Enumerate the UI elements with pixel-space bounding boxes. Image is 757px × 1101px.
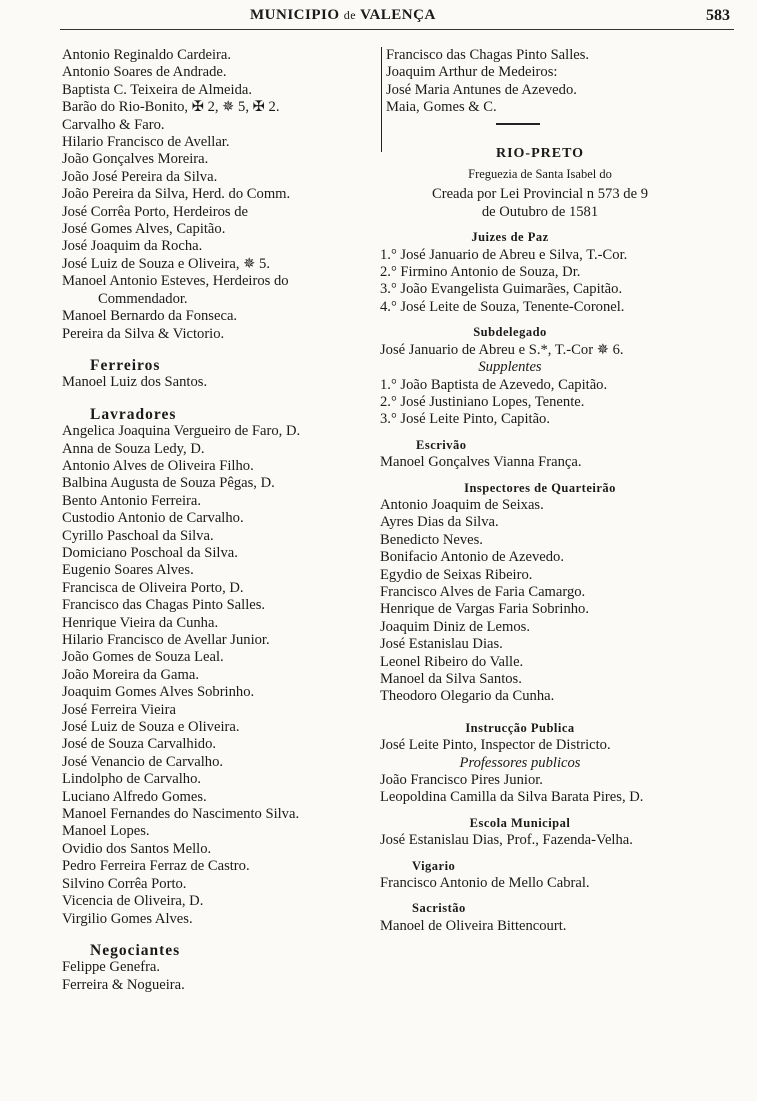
list-item: João José Pereira da Silva. [62, 168, 218, 185]
list-item: Joaquim Gomes Alves Sobrinho. [62, 684, 255, 701]
list-item: Eugenio Soares Alves. [62, 562, 194, 579]
list-item: Pedro Ferreira Ferraz de Castro. [62, 858, 250, 875]
list-item: João Pereira da Silva, Herd. do Comm. [62, 186, 291, 203]
list-item: Henrique Vieira da Cunha. [62, 614, 219, 631]
list-item: Francisca de Oliveira Porto, D. [62, 579, 244, 596]
section-heading-juizes: Juizes de Paz [471, 230, 549, 245]
list-item: Theodoro Olegario da Cunha. [380, 688, 555, 705]
list-item: Manoel Lopes. [62, 823, 150, 840]
running-title-a: MUNICIPIO [250, 7, 340, 23]
list-item: Leonel Ribeiro do Valle. [380, 653, 524, 670]
list-item: Antonio Joaquim de Seixas. [380, 496, 544, 513]
list-item: Virgilio Gomes Alves. [62, 910, 193, 927]
section-heading-escola: Escola Municipal [469, 815, 571, 830]
list-item: 3.° João Evangelista Guimarães, Capitão. [380, 281, 623, 298]
list-item: Henrique de Vargas Faria Sobrinho. [380, 601, 590, 618]
list-item: Lindolpho de Carvalho. [62, 771, 202, 788]
list-item: Antonio Reginaldo Cardeira. [62, 47, 232, 63]
list-item: José Gomes Alves, Capitão. [62, 221, 226, 238]
list-item: Carvalho & Faro. [62, 116, 165, 133]
section-heading-vigario: Vigario [412, 858, 456, 873]
place-title: RIO-PRETO [495, 145, 585, 161]
list-item: Silvino Corrêa Porto. [62, 875, 187, 892]
list-item: José Estanislau Dias, Prof., Fazenda-Velha. [380, 832, 633, 849]
list-item: João Francisco Pires Junior. [380, 772, 543, 789]
list-item: Francisco Alves de Faria Camargo. [380, 583, 586, 600]
list-item: Manoel da Silva Santos. [380, 671, 522, 687]
section-heading-ferreiros: Ferreiros [90, 356, 161, 374]
creada-line-2: de Outubro de 1581 [481, 203, 599, 220]
list-item: 1.° João Baptista de Azevedo, Capitão. [380, 376, 608, 393]
running-title [250, 7, 436, 24]
list-item: Anna de Souza Ledy, D. [62, 440, 205, 457]
list-item: Cyrillo Paschoal da Silva. [62, 527, 214, 544]
list-item: José Maria Antunes de Azevedo. [386, 81, 577, 98]
list-item: Bonifacio Antonio de Azevedo. [380, 549, 565, 566]
list-item: José Januario de Abreu e S.*, T.-Cor ✵ 6. [380, 341, 624, 358]
running-title-b: VALENÇA [360, 7, 436, 23]
section-heading-lavradores: Lavradores [90, 405, 177, 423]
list-item: João Gomes de Souza Leal. [62, 649, 224, 666]
list-item: 2.° Firmino Antonio de Souza, Dr. [380, 264, 581, 281]
list-item: 1.° José Januario de Abreu e Silva, T.-Cor. [380, 246, 628, 263]
list-item: Joaquim Diniz de Lemos. [380, 618, 530, 635]
list-item: Vicencia de Oliveira, D. [62, 893, 204, 910]
list-item: Leopoldina Camilla da Silva Barata Pires, D. [380, 789, 644, 806]
list-item: Barão do Rio-Bonito, ✠ 2, ✵ 5, ✠ 2. [62, 99, 280, 116]
list-item: Manoel Gonçalves Vianna França. [380, 454, 582, 471]
list-item: José Joaquim da Rocha. [62, 238, 203, 255]
header-rule [60, 29, 734, 30]
list-item: Felippe Genefra. [62, 959, 161, 976]
list-item: José de Souza Carvalhido. [62, 736, 217, 753]
section-heading-subdelegado: Subdelegado [473, 325, 547, 340]
list-item: José Luiz de Souza e Oliveira. [62, 719, 240, 736]
list-item: Manoel Luiz dos Santos. [62, 374, 208, 391]
list-item: Angelica Joaquina Vergueiro de Faro, D. [62, 423, 301, 440]
running-title-de: de [343, 8, 357, 22]
list-item: Manoel Fernandes do Nascimento Silva. [62, 806, 300, 823]
section-heading-professores: Professores publicos [459, 754, 581, 771]
list-item: Balbina Augusta de Souza Pêgas, D. [62, 475, 275, 492]
list-item: Ferreira & Nogueira. [62, 976, 185, 993]
right-top-list [380, 47, 700, 125]
list-item: José Luiz de Souza e Oliveira, ✵ 5. [62, 255, 270, 272]
list-item: Domiciano Poschoal da Silva. [62, 544, 238, 561]
creada-line-1: Creada por Lei Provincial n 573 de 9 [431, 186, 648, 203]
list-item: José Venancio de Carvalho. [62, 753, 224, 770]
lavradores-list [62, 423, 380, 928]
place-subtitle: Freguezia de Santa Isabel do [468, 167, 612, 182]
list-item: Pereira da Silva & Victorio. [62, 325, 225, 342]
list-item: Luciano Alfredo Gomes. [62, 788, 207, 805]
list-item: José Corrêa Porto, Herdeiros de [62, 203, 249, 220]
list-item: 2.° José Justiniano Lopes, Tenente. [380, 393, 585, 410]
section-heading-negociantes: Negociantes [90, 941, 181, 959]
list-item: Maia, Gomes & C. [386, 99, 497, 116]
list-item: Benedicto Neves. [380, 531, 483, 548]
section-heading-instruccao: Instrucção Publica [465, 720, 575, 735]
section-heading-sacristao: Sacristão [412, 901, 466, 916]
list-item: Hilario Francisco de Avellar. [62, 134, 230, 151]
list-item: Antonio Soares de Andrade. [62, 64, 227, 81]
list-item: José Ferreira Vieira [62, 701, 176, 718]
list-item: João Gonçalves Moreira. [62, 151, 209, 168]
section-heading-inspectores: Inspectores de Quarteirão [464, 480, 616, 495]
left-column [62, 47, 380, 994]
list-item: Joaquim Arthur de Medeiros: [386, 64, 558, 81]
left-top-list [62, 47, 380, 343]
list-item: Francisco das Chagas Pinto Salles. [386, 47, 590, 63]
page-header [0, 3, 757, 31]
list-item: Commendador. [98, 290, 188, 307]
list-item: Antonio Alves de Oliveira Filho. [62, 457, 254, 474]
section-heading-escrivao: Escrivão [416, 437, 467, 452]
list-item: 4.° José Leite de Souza, Tenente-Coronel. [380, 298, 625, 315]
list-item: Custodio Antonio de Carvalho. [62, 510, 244, 527]
list-item: Baptista C. Teixeira de Almeida. [62, 81, 253, 98]
list-item: Francisco Antonio de Mello Cabral. [380, 875, 590, 892]
list-item: Hilario Francisco de Avellar Junior. [62, 632, 270, 648]
list-item: Ovidio dos Santos Mello. [62, 840, 212, 857]
list-item: 3.° José Leite Pinto, Capitão. [380, 411, 550, 428]
list-item: Manoel Antonio Esteves, Herdeiros do [62, 273, 289, 290]
list-item: Francisco das Chagas Pinto Salles. [62, 597, 266, 614]
page-number: 583 [706, 7, 730, 24]
list-item: João Moreira da Gama. [62, 666, 199, 683]
list-item: José Estanislau Dias. [380, 636, 503, 653]
list-item: Bento Antonio Ferreira. [62, 492, 202, 509]
list-item: Manoel Bernardo da Fonseca. [62, 308, 238, 325]
list-item: José Leite Pinto, Inspector de Districto. [380, 737, 611, 754]
section-heading-supplentes: Supplentes [478, 359, 542, 376]
right-column [380, 47, 700, 935]
list-item: Manoel de Oliveira Bittencourt. [380, 917, 567, 934]
list-item: Egydio de Seixas Ribeiro. [380, 566, 533, 583]
list-item: Ayres Dias da Silva. [380, 514, 499, 531]
